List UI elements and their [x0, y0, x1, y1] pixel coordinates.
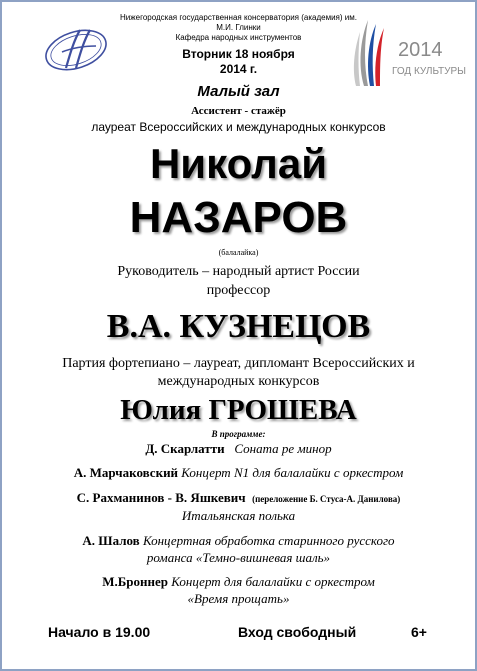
program-item [0, 441, 477, 457]
program-title-continued: романса «Темно-вишневая шаль» [146, 550, 331, 565]
leader-title: Руководитель – народный артист России [117, 264, 360, 279]
performer-instrument: (балалайка) [218, 248, 259, 257]
start-time: Начало в 19.00 [48, 624, 151, 640]
program-item [0, 490, 477, 506]
year-badge-number: 2014 [398, 39, 443, 61]
program-item [0, 533, 477, 549]
program-arrangement-note: (переложение Б. Стуса-А. Данилова) [252, 494, 401, 504]
performer-laureate: лауреат Всероссийских и международных конкурсов [91, 120, 386, 134]
program-title: Итальянская полька [181, 508, 296, 523]
age-rating: 6+ [411, 624, 427, 640]
program-title: Соната ре минор [234, 441, 332, 456]
leader-rank: профессор [206, 283, 271, 298]
program-item [0, 465, 477, 481]
institution-line-2: М.И. Глинки [216, 23, 261, 32]
leader-name: В.А. КУЗНЕЦОВ [106, 308, 371, 345]
performer-role: Ассистент - стажёр [191, 105, 286, 117]
program-item-title [0, 550, 477, 566]
program-composer: Д. Скарлатти [145, 441, 225, 456]
pianist-name: Юлия ГРОШЕВА [120, 394, 357, 426]
program-title: Концерт N1 для балалайки с оркестром [181, 465, 404, 480]
program-composer: А. Марчаковский [73, 465, 179, 480]
pianist-title-line-1: Партия фортепиано – лауреат, дипломант Всероссийских и [62, 356, 415, 371]
program-composer: С. Рахманинов - В. Яшкевич [76, 490, 246, 505]
program-title-continued: «Время прощать» [187, 591, 290, 606]
concert-date: Вторник 18 ноября [182, 47, 295, 61]
institution-line-1: Нижегородская государственная консерватория (академия) им. [120, 13, 357, 22]
institution-line-3: Кафедра народных инструментов [175, 33, 302, 42]
program-item-title [0, 591, 477, 607]
program-heading: В программе: [211, 429, 266, 439]
program-composer: А. Шалов [82, 533, 140, 548]
year-badge-text: ГОД КУЛЬТУРЫ [392, 66, 467, 77]
program-composer: М.Броннер [102, 574, 169, 589]
institution-header [0, 13, 477, 43]
performer-last-name: НАЗАРОВ [129, 193, 348, 242]
performer-first-name: Николай [149, 140, 328, 187]
program-item-title [0, 508, 477, 524]
program-item [0, 574, 477, 590]
concert-hall: Малый зал [197, 83, 280, 100]
program-title: Концертная обработка старинного русского [142, 533, 395, 548]
program-title: Концерт для балалайки с оркестром [171, 574, 375, 589]
pianist-title-line-2: международных конкурсов [157, 374, 320, 389]
entry-info: Вход свободный [238, 624, 357, 640]
concert-year: 2014 г. [219, 62, 258, 76]
